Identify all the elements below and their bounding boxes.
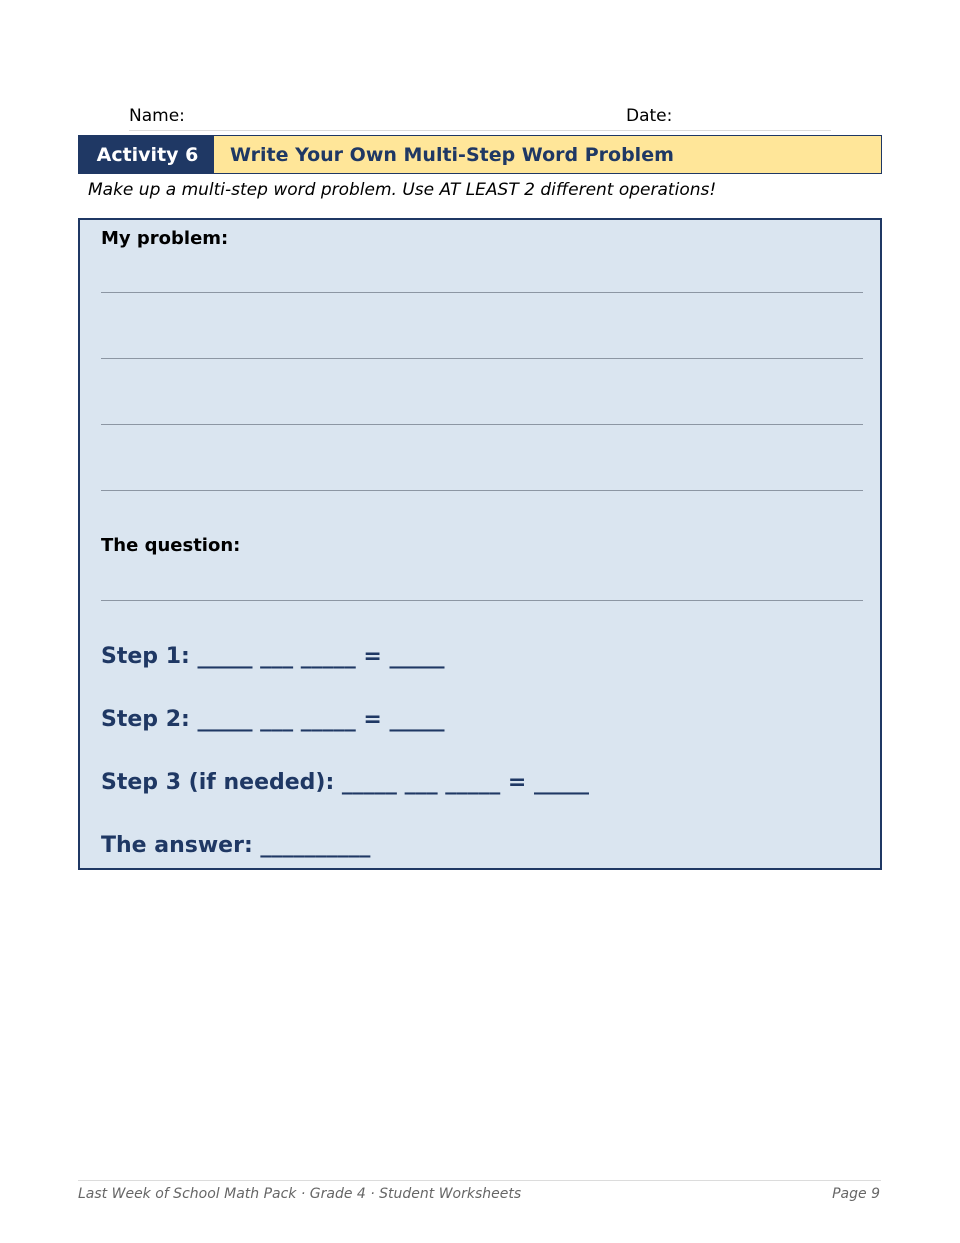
answer-line[interactable]: The answer: __________ <box>101 833 371 858</box>
footer-divider <box>78 1180 881 1181</box>
footer-title: Last Week of School Math Pack · Grade 4 · Student Worksheets <box>78 1186 522 1202</box>
name-date-row <box>129 104 831 131</box>
step-1-line[interactable]: Step 1: _____ ___ _____ = _____ <box>101 644 445 669</box>
question-label: The question: <box>101 535 241 556</box>
problem-line-2[interactable] <box>101 358 863 359</box>
question-line[interactable] <box>101 600 863 601</box>
date-label: Date: <box>626 106 673 126</box>
step-2-line[interactable]: Step 2: _____ ___ _____ = _____ <box>101 707 445 732</box>
page-number: Page 9 <box>832 1186 880 1202</box>
activity-header <box>78 135 882 174</box>
name-label: Name: <box>129 106 185 126</box>
activity-instructions: Make up a multi-step word problem. Use AT LEAST 2 different operations! <box>88 180 717 200</box>
activity-title: Write Your Own Multi-Step Word Problem <box>230 143 674 166</box>
problem-line-3[interactable] <box>101 424 863 425</box>
activity-tag: Activity 6 <box>79 136 214 173</box>
problem-line-4[interactable] <box>101 490 863 491</box>
problem-line-1[interactable] <box>101 292 863 293</box>
work-box <box>78 218 882 870</box>
step-3-line[interactable]: Step 3 (if needed): _____ ___ _____ = _____ <box>101 770 589 795</box>
problem-label: My problem: <box>101 228 229 249</box>
